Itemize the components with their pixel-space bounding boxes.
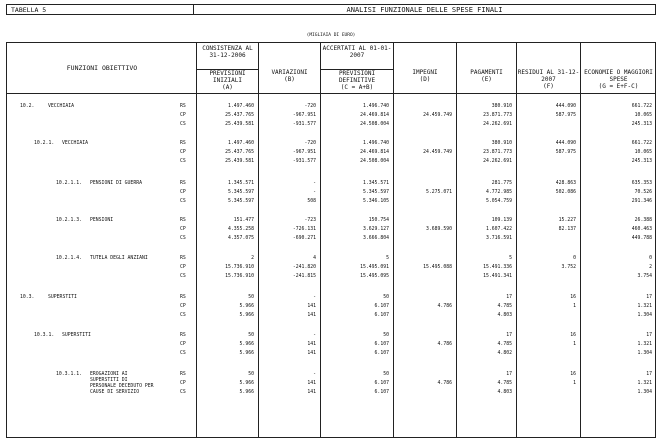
value-cell: 4.803 [497,390,512,395]
row-type-cs: CS [180,313,186,318]
function-code: 10.3.1.1. [56,372,82,377]
value-cell: 380.910 [491,104,512,109]
function-code: 10.2. [20,104,35,109]
value-cell: 15.227 [558,218,576,223]
value-cell: 5.345.597 [363,190,389,195]
row-type-rs: RS [180,333,186,338]
value-cell: 1 [573,304,576,309]
unit-caption: (MIGLIAIA DI EURO) [306,33,356,38]
value-cell: 17 [646,372,652,377]
value-cell: -726.131 [292,227,316,232]
value-cell: 141 [307,304,316,309]
row-type-rs: RS [180,104,186,109]
value-cell: 6.107 [374,390,389,395]
value-cell: 6.107 [374,304,389,309]
value-cell: 5.966 [239,390,254,395]
function-row-label [34,333,176,339]
value-cell: 661.722 [631,104,652,109]
value-cell: 15.736.910 [225,274,254,279]
value-cell: -723 [304,218,316,223]
table-title: ANALISI FUNZIONALE DELLE SPESE FINALI [194,4,656,15]
value-cell: 25.439.581 [225,159,254,164]
value-cell: 141 [307,381,316,386]
column-header-bottom: ECONOMIE O MAGGIORI SPESE [584,69,653,83]
column-header-top [394,43,456,69]
value-cell: 449.788 [631,236,652,241]
function-name: VECCHIAIA [62,141,88,146]
value-cell: 1.321 [637,304,652,309]
value-cell: 1.304 [637,351,652,356]
column-header-top: CONSISTENZA AL 31-12-2006 [202,45,253,59]
value-cell: 50 [383,372,389,377]
value-cell: 109.139 [491,218,512,223]
value-cell: 141 [307,342,316,347]
column-header-bottom: PREVISIONI INIZIALI [197,69,258,84]
value-cell: -931.577 [292,159,316,164]
value-cell: 23.871.773 [483,113,512,118]
row-type-cp: CP [180,227,186,232]
value-cell: 6.107 [374,313,389,318]
function-row-label [20,104,176,110]
row-type-cp: CP [180,150,186,155]
value-cell: 16 [570,295,576,300]
value-cell: 1.345.571 [363,181,389,186]
value-cell: 460.463 [631,227,652,232]
column-header-top [457,43,516,69]
value-cell: 24.262.691 [483,122,512,127]
value-cell: 1.497.460 [228,141,254,146]
value-cell: - [313,295,316,300]
column-header-3 [393,43,456,93]
value-cell: 1.496.740 [363,104,389,109]
value-cell: 17 [506,333,512,338]
value-cell: - [313,181,316,186]
value-cell: 15.491.341 [483,274,512,279]
row-type-rs: RS [180,218,186,223]
function-code: 10.3.1. [34,333,55,338]
column-header-top [259,43,320,69]
value-cell: -690.271 [292,236,316,241]
value-cell: 3.754 [637,274,652,279]
value-cell: 17 [506,372,512,377]
column-header-code: (A) [222,84,233,91]
row-type-rs: RS [180,372,186,377]
value-cell: 281.775 [491,181,512,186]
row-type-rs: RS [180,256,186,261]
value-cell: 5.966 [239,313,254,318]
function-name: EROGAZIONI AI SUPERSTITI DI PERSONALE DECEDUTO PER CAUSE DI SERVIZIO [90,372,154,395]
function-row-label [56,218,176,224]
value-cell: 5.345.597 [228,199,254,204]
row-type-cs: CS [180,159,186,164]
value-cell: 4.785 [497,381,512,386]
value-cell: 5 [509,256,512,261]
value-cell: 2 [251,256,254,261]
header-functions [7,43,197,93]
column-header-code: (G = E+F-C) [598,83,639,90]
value-cell: 3.629.127 [363,227,389,232]
value-cell: 15.736.910 [225,265,254,270]
value-cell: 4.786 [437,342,452,347]
value-cell: 444.090 [555,141,576,146]
value-cell: 1 [573,381,576,386]
column-header-0 [196,43,258,93]
row-type-rs: RS [180,181,186,186]
value-cell: 444.090 [555,104,576,109]
row-type-cp: CP [180,265,186,270]
function-code: 10.2.1. [34,141,55,146]
value-cell: -967.951 [292,150,316,155]
function-name: PENSIONI [90,218,114,223]
value-cell: 428.863 [555,181,576,186]
function-code: 10.2.1.1. [56,181,82,186]
value-cell: 17 [646,333,652,338]
value-cell: 151.477 [233,218,254,223]
value-cell: 4.802 [497,351,512,356]
value-cell: 4.785 [497,304,512,309]
value-cell: 16 [570,333,576,338]
function-name: VECCHIAIA [48,104,74,109]
value-cell: 5.966 [239,381,254,386]
value-cell: 3.666.804 [363,236,389,241]
value-cell: 15.495.088 [423,265,452,270]
value-cell: 15.495.095 [360,274,389,279]
column-header-top [581,43,656,69]
column-header-5 [516,43,580,93]
value-cell: 4.803 [497,313,512,318]
value-cell: 4.357.075 [228,236,254,241]
value-cell: 4.786 [437,381,452,386]
column-header-1 [258,43,320,93]
row-type-cp: CP [180,304,186,309]
function-name: SUPERSTITI [62,333,91,338]
column-header-code: (E) [481,76,492,83]
value-cell: -241.815 [292,274,316,279]
value-cell: 2 [649,265,652,270]
column-header-code: (B) [284,76,295,83]
value-cell: 24.508.004 [360,122,389,127]
row-type-cs: CS [180,351,186,356]
value-cell: 3.716.591 [486,236,512,241]
value-cell: 141 [307,390,316,395]
value-cell: 5.054.759 [486,199,512,204]
column-header-top [517,43,580,69]
value-cell: 5.345.597 [228,190,254,195]
column-header-top: ACCERTATI AL 01-01-2007 [322,45,392,59]
value-cell: 1 [573,342,576,347]
value-cell: 661.722 [631,141,652,146]
first-column-label: FUNZIONI OBIETTIVO [66,64,138,72]
value-cell: 4 [313,256,316,261]
value-cell: 24.469.814 [360,150,389,155]
value-cell: -931.577 [292,122,316,127]
column-header-2 [320,43,393,93]
value-cell: -967.951 [292,113,316,118]
value-cell: 587.975 [555,150,576,155]
value-cell: 1.497.460 [228,104,254,109]
value-cell: -720 [304,104,316,109]
column-header-bottom: VARIAZIONI [271,69,308,76]
value-cell: 10.065 [634,150,652,155]
function-row-label [56,181,176,187]
value-cell: 1.321 [637,342,652,347]
value-cell: 1.304 [637,313,652,318]
function-code: 10.2.1.3. [56,218,82,223]
value-cell: 10.065 [634,113,652,118]
value-cell: 50 [383,333,389,338]
value-cell: - [313,333,316,338]
value-cell: 16 [570,372,576,377]
value-cell: 4.786 [437,304,452,309]
value-cell: 141 [307,313,316,318]
value-cell: - [313,190,316,195]
value-cell: 150.754 [368,218,389,223]
value-cell: 5.966 [239,342,254,347]
value-cell: 17 [646,295,652,300]
function-row-label [56,372,176,396]
value-cell: 587.975 [555,113,576,118]
column-header-bottom: PREVISIONI DEFINITIVE [321,69,393,84]
value-cell: 141 [307,351,316,356]
value-cell: 1.304 [637,390,652,395]
value-cell: 6.107 [374,381,389,386]
column-header-6 [580,43,656,93]
value-cell: 0 [573,256,576,261]
value-cell: 4.772.985 [486,190,512,195]
value-cell: 291.346 [631,199,652,204]
row-type-cs: CS [180,390,186,395]
function-row-label [20,295,176,301]
value-cell: 25.437.765 [225,150,254,155]
column-header-bottom: IMPEGNI [412,69,438,76]
value-cell: 50 [248,295,254,300]
value-cell: 508 [307,199,316,204]
value-cell: 4.785 [497,342,512,347]
row-type-cs: CS [180,199,186,204]
value-cell: 26.388 [634,218,652,223]
value-cell: 245.313 [631,122,652,127]
value-cell: 380.910 [491,141,512,146]
value-cell: 1.345.571 [228,181,254,186]
value-cell: 82.137 [558,227,576,232]
value-cell: 635.353 [631,181,652,186]
row-type-rs: RS [180,295,186,300]
value-cell: 4.355.258 [228,227,254,232]
table-number: TABELLA 5 [6,4,194,15]
value-cell: 3.689.590 [426,227,452,232]
value-cell: 15.491.336 [483,265,512,270]
function-code: 10.3. [20,295,35,300]
function-row-label [34,141,176,147]
value-cell: 15.495.091 [360,265,389,270]
row-type-rs: RS [180,141,186,146]
value-cell: 24.262.691 [483,159,512,164]
value-cell: 3.752 [561,265,576,270]
value-cell: 5.966 [239,351,254,356]
row-type-cp: CP [180,342,186,347]
value-cell: 17 [506,295,512,300]
value-cell: - [313,372,316,377]
column-header-bottom: PAGAMENTI [470,69,503,76]
value-cell: 24.459.749 [423,113,452,118]
value-cell: 245.313 [631,159,652,164]
row-type-cp: CP [180,113,186,118]
row-type-cp: CP [180,381,186,386]
value-cell: 50 [248,372,254,377]
value-cell: 50 [248,333,254,338]
value-cell: 5.275.071 [426,190,452,195]
value-cell: 24.459.749 [423,150,452,155]
value-cell: 50 [383,295,389,300]
row-type-cs: CS [180,274,186,279]
function-code: 10.2.1.4. [56,256,82,261]
column-header-4 [456,43,516,93]
function-row-label [56,256,176,262]
value-cell: 24.508.004 [360,159,389,164]
value-cell: 1.321 [637,381,652,386]
value-cell: 502.086 [555,190,576,195]
row-type-cs: CS [180,236,186,241]
value-cell: -241.820 [292,265,316,270]
value-cell: 25.437.765 [225,113,254,118]
value-cell: -720 [304,141,316,146]
value-cell: 25.439.581 [225,122,254,127]
column-header-bottom: RESIDUI AL 31-12-2007 [517,69,580,83]
value-cell: 24.469.814 [360,113,389,118]
function-name: TUTELA DEGLI ANZIANI [90,256,148,261]
function-name: SUPERSTITI [48,295,77,300]
value-cell: 6.107 [374,351,389,356]
column-header-code: (C = A+B) [340,84,374,91]
row-type-cs: CS [180,122,186,127]
value-cell: 0 [649,256,652,261]
row-type-cp: CP [180,190,186,195]
value-cell: 6.107 [374,342,389,347]
value-cell: 5 [386,256,389,261]
value-cell: 5.966 [239,304,254,309]
value-cell: 70.526 [634,190,652,195]
value-cell: 1.496.740 [363,141,389,146]
value-cell: 5.346.105 [363,199,389,204]
function-name: PENSIONI DI GUERRA [90,181,142,186]
column-header-code: (F) [543,83,554,90]
column-header-code: (D) [419,76,431,83]
value-cell: 1.607.422 [486,227,512,232]
value-cell: 23.871.773 [483,150,512,155]
